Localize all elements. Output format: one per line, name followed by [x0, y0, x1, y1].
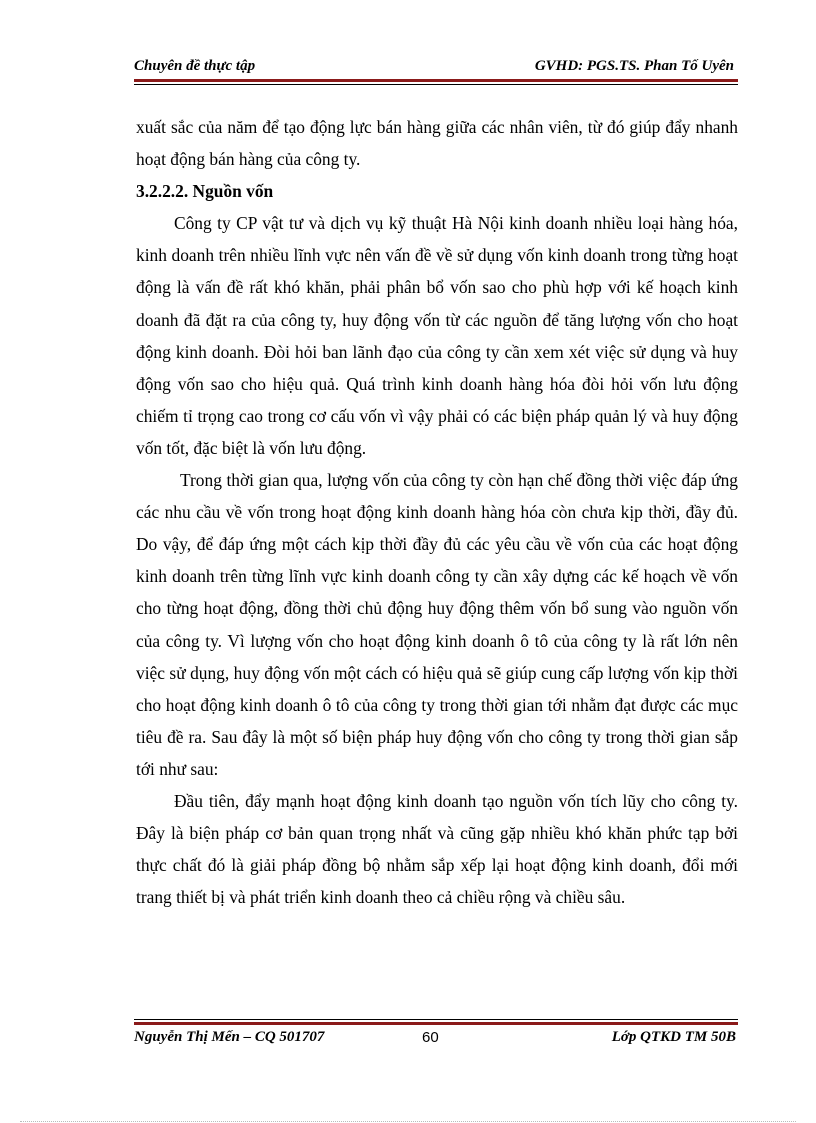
header-title: Chuyên đề thực tập [134, 58, 256, 74]
header-rule-thick [134, 79, 738, 82]
page-footer [134, 1029, 738, 1049]
paragraph-2: Trong thời gian qua, lượng vốn của công ty còn hạn chế đồng thời việc đáp ứng các nhu cầu về vốn trong hoạt động kinh doanh hàng hóa còn chưa kịp thời, đầy đủ. Do vậy, để đáp ứng một cách kịp thời đầy đủ các yêu cầu về vốn của các hoạt động kinh doanh trên từng lĩnh vực kinh doanh công ty cần xây dựng các kế hoạch về vốn cho từng hoạt động, đồng thời chủ động huy động thêm vốn bổ sung vào nguồn vốn của công ty. Vì lượng vốn cho hoạt động kinh doanh ô tô của công ty là rất lớn nên việc sử dụng, huy động vốn một cách có hiệu quả sẽ giúp cung cấp lượng vốn kịp thời cho hoạt động kinh doanh ô tô của công ty trong thời gian tới nhằm đạt được các mục tiêu đề ra. Sau đây là một số biện pháp huy động vốn cho công ty trong thời gian sắp tới như sau: [136, 470, 738, 779]
footer-author: Nguyễn Thị Mến – CQ 501707 [134, 1029, 325, 1045]
page-header [134, 58, 736, 78]
document-body [136, 111, 738, 913]
footer-rule-thin [134, 1019, 738, 1020]
footer-class: Lớp QTKD TM 50B [611, 1029, 736, 1045]
header-advisor: GVHD: PGS.TS. Phan Tố Uyên [534, 58, 734, 74]
page-number: 60 [422, 1029, 439, 1046]
paragraph-3: Đầu tiên, đẩy mạnh hoạt động kinh doanh tạo nguồn vốn tích lũy cho công ty. Đây là biện pháp cơ bản quan trọng nhất và cũng gặp nhiều khó khăn phức tạp bởi thực chất đó là giải pháp đồng bộ nhằm sắp xếp lại hoạt động kinh doanh, đổi mới trang thiết bị và phát triển kinh doanh theo cả chiều rộng và chiều sâu. [136, 790, 738, 908]
footer-rule-thick [134, 1022, 738, 1025]
page-edge-divider [20, 1121, 796, 1122]
section-heading: 3.2.2.2. Nguồn vốn [136, 181, 274, 202]
paragraph-continuation: xuất sắc của năm để tạo động lực bán hàng giữa các nhân viên, từ đó giúp đẩy nhanh hoạt động bán hàng của công ty. [136, 117, 738, 170]
paragraph-1: Công ty CP vật tư và dịch vụ kỹ thuật Hà Nội kinh doanh nhiều loại hàng hóa, kinh doanh trên nhiều lĩnh vực nên vấn đề về sử dụng vốn kinh doanh trong từng hoạt động là vấn đề rất khó khăn, phải phân bổ vốn sao cho phù hợp với kế hoạch kinh doanh đã đặt ra của công ty, huy động vốn từ các nguồn để tăng lượng vốn cho hoạt động kinh doanh. Đòi hỏi ban lãnh đạo của công ty cần xem xét việc sử dụng và huy động vốn sao cho hiệu quả. Quá trình kinh doanh hàng hóa đòi hỏi vốn lưu động chiếm tỉ trọng cao trong cơ cấu vốn vì vậy phải có các biện pháp quản lý và huy động vốn tốt, đặc biệt là vốn lưu động. [136, 213, 738, 458]
header-rule-thin [134, 84, 738, 85]
